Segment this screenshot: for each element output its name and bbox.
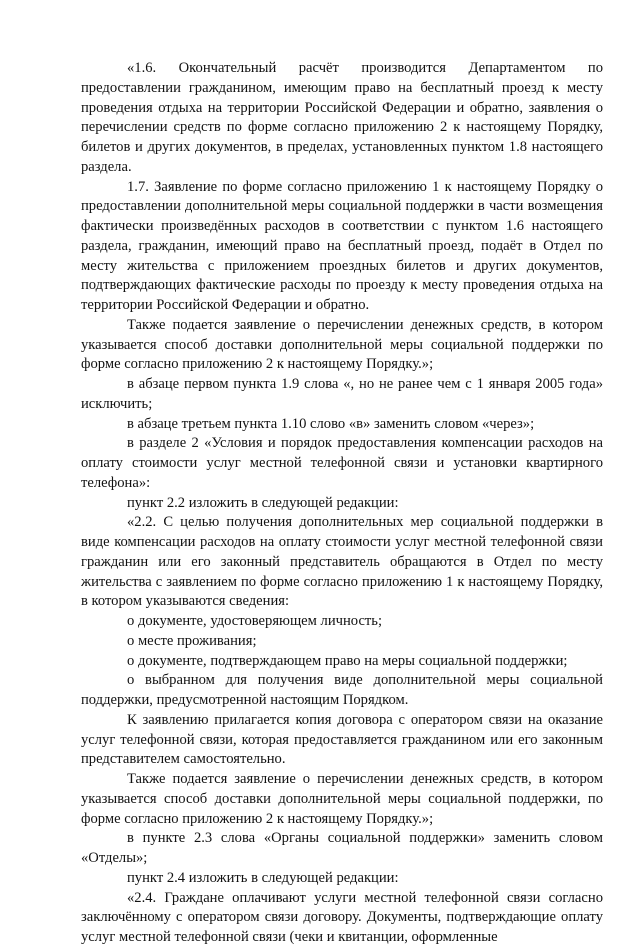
paragraph-1-10-amendment: в абзаце третьем пункта 1.10 слово «в» заменить словом «через»; bbox=[127, 415, 535, 432]
paragraph-transfer-application-1: Также подается заявление о перечислении денежных средств, в котором указывается способ доставки дополнительной меры социальной поддержки по форме согласно приложению 2 к настоящему Порядку.»; bbox=[81, 316, 603, 373]
paragraph-1-6: «1.6. Окончательный расчёт производится Департаментом по предоставлении гражданином, имеющим право на бесплатный проезд к месту проведения отдыха на территории Российской Федерации и обратно, заявления о перечислении средств по форме согласно приложению 2 к настоящему Порядку, билетов и других документов, в пределах, установленных пунктом 1.8 настоящего раздела. bbox=[81, 60, 603, 175]
list-item-support-type: о выбранном для получения виде дополнительной меры социальной поддержки, предусмотренной настоящим Порядком. bbox=[81, 672, 603, 708]
paragraph-2-4: «2.4. Граждане оплачивают услуги местной телефонной связи согласно заключённому с оператором связи договору. Документы, подтверждающие оплату услуг местной телефонной связи (чеки и квитанции, оформленные bbox=[81, 889, 603, 945]
paragraph-2-2: «2.2. С целью получения дополнительных мер социальной поддержки в виде компенсации расходов на оплату стоимости услуг местной телефонной связи гражданин или его законный представитель обращаются в Отдел по месту жительства с заявлением по форме согласно приложению 1 к настоящему Порядку, в котором указываются сведения: bbox=[81, 514, 603, 610]
paragraph-2-4-intro: пункт 2.4 изложить в следующей редакции: bbox=[127, 869, 399, 886]
paragraph-2-3-amendment: в пункте 2.3 слова «Органы социальной поддержки» заменить словом «Отделы»; bbox=[81, 830, 603, 866]
paragraph-contract-copy: К заявлению прилагается копия договора с оператором связи на оказание услуг телефонной связи, которая предоставляется гражданином или его законным представителем самостоятельно. bbox=[81, 711, 603, 768]
paragraph-1-9-amendment: в абзаце первом пункта 1.9 слова «, но не ранее чем с 1 января 2005 года» исключить; bbox=[81, 376, 603, 412]
list-item-eligibility-document: о документе, подтверждающем право на меры социальной поддержки; bbox=[127, 652, 568, 669]
list-item-residence: о месте проживания; bbox=[127, 632, 257, 649]
document-body bbox=[81, 59, 603, 948]
paragraph-transfer-application-2: Также подается заявление о перечислении денежных средств, в котором указывается способ доставки дополнительной меры социальной поддержки, по форме согласно приложению 2 к настоящему Порядку.»; bbox=[81, 771, 603, 827]
paragraph-section-2-heading: в разделе 2 «Условия и порядок предоставления компенсации расходов на оплату стоимости услуг местной телефонной связи и установки квартирного телефона»: bbox=[81, 435, 603, 491]
paragraph-1-7: 1.7. Заявление по форме согласно приложению 1 к настоящему Порядку о предоставлении дополнительной меры социальной поддержки в части возмещения фактически произведённых расходов в соответствии с пунктом 1.6 настоящего раздела, гражданин, имеющий право на бесплатный проезд, подаёт в Отдел по месту жительства с приложением проездных билетов и других документов, подтверждающих фактические расходы по проезду к месту проведения отдыха на территории Российской Федерации и обратно. bbox=[81, 178, 603, 313]
list-item-identity-document: о документе, удостоверяющем личность; bbox=[127, 613, 383, 629]
paragraph-2-2-intro: пункт 2.2 изложить в следующей редакции: bbox=[127, 494, 399, 511]
